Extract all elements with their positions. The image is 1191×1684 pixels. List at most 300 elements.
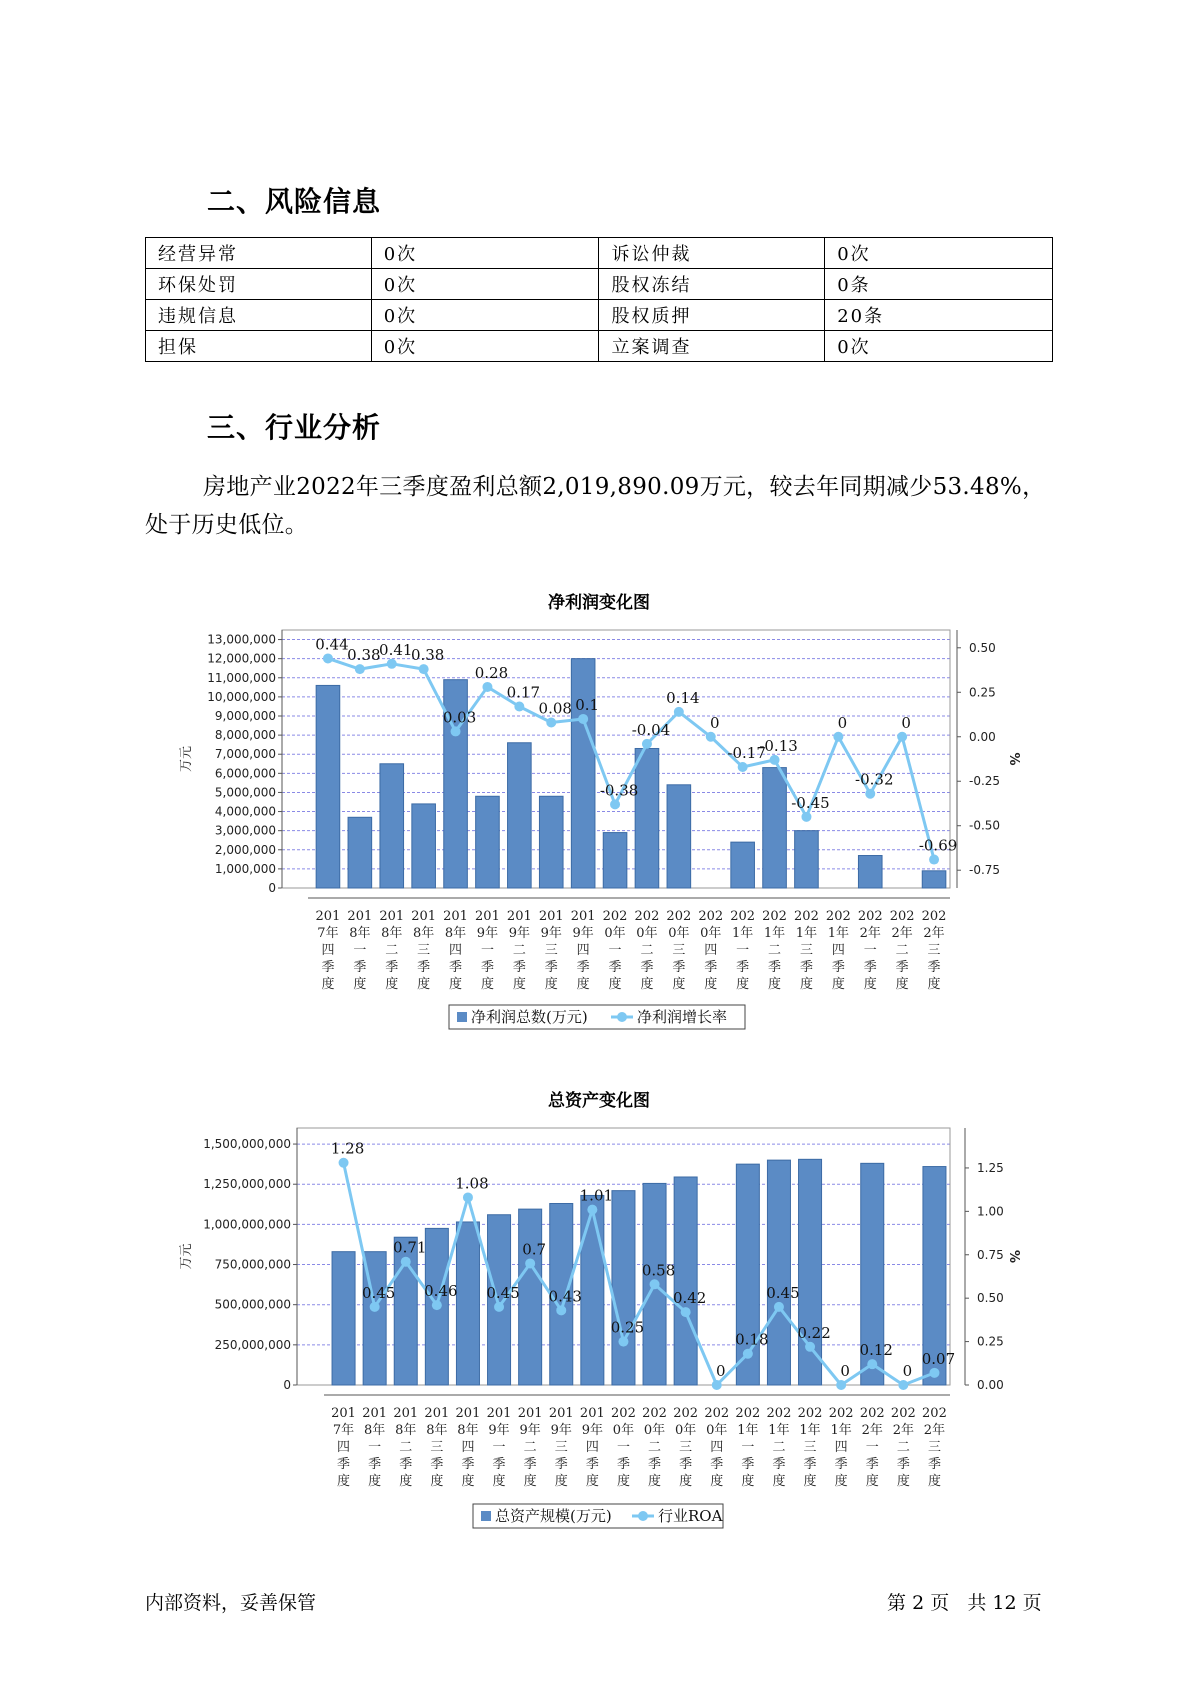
- x-tick-label: 0年: [700, 926, 722, 941]
- risk-value: 0次: [825, 238, 1053, 269]
- x-tick-label: 季: [927, 960, 941, 975]
- bar: [667, 785, 691, 888]
- line-point: [370, 1302, 380, 1312]
- x-tick-label: 1年: [830, 1423, 852, 1438]
- risk-label: 股权质押: [599, 300, 825, 331]
- data-label: -0.69: [918, 836, 958, 855]
- line-point: [546, 718, 556, 728]
- data-label: 0.38: [347, 646, 381, 665]
- bar: [316, 685, 340, 888]
- x-tick-label: 1年: [732, 926, 754, 941]
- line-point: [525, 1258, 535, 1268]
- data-label: 0.58: [641, 1261, 676, 1280]
- y-left-tick-label: 4,000,000: [214, 804, 276, 819]
- x-tick-label: 季: [896, 1457, 910, 1472]
- risk-label: 经营异常: [146, 238, 372, 269]
- line-point: [463, 1192, 473, 1202]
- x-tick-label: 202: [762, 909, 787, 924]
- data-label: -0.38: [599, 781, 639, 800]
- x-tick-label: 季: [616, 1457, 630, 1472]
- risk-value: 20条: [825, 300, 1053, 331]
- x-tick-label: 一: [608, 943, 622, 958]
- data-label: 0.07: [921, 1349, 956, 1368]
- x-tick-label: 季: [736, 960, 750, 975]
- data-label: 0.44: [315, 635, 349, 654]
- x-tick-label: 度: [544, 977, 558, 992]
- footer-page-prefix: 第: [887, 1592, 907, 1614]
- x-tick-label: 201: [570, 909, 596, 924]
- y-left-axis-title: 万元: [179, 745, 194, 773]
- y-right-tick-label: -0.75: [969, 863, 1001, 878]
- y-left-tick-label: 5,000,000: [214, 785, 276, 800]
- line-point: [578, 714, 588, 724]
- x-tick-label: 9年: [476, 926, 499, 941]
- x-tick-label: 8年: [413, 926, 435, 941]
- x-tick-label: 季: [863, 960, 877, 975]
- footer-current-page: 2: [912, 1592, 925, 1614]
- x-tick-label: 季: [321, 960, 335, 975]
- line-point: [556, 1305, 566, 1315]
- bar: [412, 804, 436, 888]
- risk-table-row: [146, 238, 1053, 269]
- x-tick-label: 8年: [444, 926, 467, 941]
- x-tick-label: 二: [523, 1440, 537, 1455]
- data-label: 0.41: [379, 640, 413, 659]
- x-tick-label: 度: [585, 1474, 599, 1489]
- y-left-tick-label: 13,000,000: [207, 632, 276, 647]
- x-tick-label: 202: [922, 1406, 947, 1421]
- x-tick-label: 度: [799, 977, 813, 992]
- x-tick-label: 201: [347, 909, 373, 924]
- y-left-tick-label: 7,000,000: [214, 747, 276, 762]
- x-tick-label: 202: [611, 1406, 636, 1421]
- x-tick-label: 季: [768, 960, 782, 975]
- y-right-tick-label: 0.00: [977, 1378, 1004, 1392]
- legend-line-marker: [617, 1012, 627, 1022]
- x-tick-label: 季: [710, 1457, 724, 1472]
- x-tick-label: 度: [576, 977, 590, 992]
- x-tick-label: 度: [385, 977, 399, 992]
- y-left-tick-label: 1,250,000,000: [203, 1177, 291, 1192]
- x-tick-label: 季: [449, 960, 463, 975]
- x-tick-label: 季: [576, 960, 590, 975]
- x-tick-label: 202: [889, 909, 915, 924]
- x-tick-label: 201: [331, 1406, 356, 1421]
- bar: [476, 796, 500, 888]
- x-tick-label: 三: [927, 1440, 941, 1455]
- x-tick-label: 四: [710, 1440, 724, 1455]
- x-tick-label: 季: [544, 960, 558, 975]
- risk-value: 0条: [825, 269, 1053, 300]
- line-point: [514, 702, 524, 712]
- x-tick-label: 201: [393, 1406, 419, 1421]
- data-label: 0: [901, 713, 911, 732]
- data-label: -0.13: [759, 736, 798, 755]
- y-left-tick-label: 12,000,000: [207, 651, 276, 666]
- data-label: 0.45: [361, 1283, 396, 1302]
- x-tick-label: 度: [368, 1474, 382, 1489]
- line-point: [401, 1257, 411, 1267]
- y-right-tick-label: 0.50: [969, 640, 996, 655]
- y-right-tick-label: 0.25: [969, 685, 996, 700]
- data-label: 0.46: [424, 1282, 458, 1301]
- x-tick-label: 202: [730, 909, 756, 924]
- line-point: [706, 732, 716, 742]
- bar: [348, 817, 372, 888]
- x-tick-label: 季: [368, 1457, 382, 1472]
- x-tick-label: 四: [834, 1440, 848, 1455]
- x-tick-label: 201: [411, 909, 437, 924]
- data-label: 1.08: [455, 1174, 489, 1193]
- x-tick-label: 度: [616, 1474, 630, 1489]
- x-tick-label: 度: [863, 977, 877, 992]
- line-point: [451, 726, 461, 736]
- line-point: [482, 682, 492, 692]
- x-tick-label: 季: [492, 1457, 506, 1472]
- data-label: 0.45: [766, 1283, 800, 1302]
- x-tick-label: 8年: [381, 926, 403, 941]
- total-assets-chart: [0, 1118, 1191, 1578]
- y-left-tick-label: 11,000,000: [207, 670, 276, 685]
- section-title-industry: 三、行业分析: [207, 411, 382, 444]
- bar: [380, 764, 404, 888]
- data-label: 0: [709, 713, 720, 732]
- risk-value: 0次: [371, 269, 599, 300]
- footer-page-mid: 页: [930, 1592, 950, 1614]
- data-label: 0.03: [442, 708, 477, 727]
- bar: [858, 856, 882, 888]
- x-tick-label: 季: [585, 1457, 599, 1472]
- x-tick-label: 度: [803, 1474, 817, 1489]
- x-tick-label: 202: [735, 1406, 761, 1421]
- x-tick-label: 度: [492, 1474, 506, 1489]
- x-tick-label: 季: [865, 1457, 879, 1472]
- bar: [332, 1252, 355, 1385]
- x-tick-label: 度: [768, 977, 782, 992]
- y-right-axis-title: %: [1006, 752, 1021, 766]
- x-tick-label: 9年: [581, 1423, 603, 1438]
- x-tick-label: 8年: [349, 926, 371, 941]
- risk-info-table: [145, 237, 1053, 362]
- x-tick-label: 8年: [395, 1423, 417, 1438]
- x-tick-label: 202: [704, 1406, 730, 1421]
- y-right-tick-label: -0.25: [969, 774, 1001, 789]
- x-tick-label: 一: [741, 1440, 755, 1455]
- bar: [731, 842, 755, 888]
- x-tick-label: 度: [430, 1474, 444, 1489]
- bar: [456, 1222, 479, 1385]
- y-right-tick-label: 0.75: [977, 1247, 1004, 1262]
- x-tick-label: 度: [831, 977, 845, 992]
- x-tick-label: 度: [554, 1474, 568, 1489]
- x-tick-label: 季: [927, 1457, 941, 1472]
- risk-value: 0次: [371, 238, 599, 269]
- x-tick-label: 二: [772, 1440, 786, 1455]
- x-tick-label: 二: [768, 943, 782, 958]
- x-tick-label: 0年: [706, 1423, 728, 1438]
- x-tick-label: 度: [399, 1474, 413, 1489]
- footer-total-prefix: 共: [967, 1592, 987, 1614]
- bar: [603, 833, 627, 888]
- x-tick-label: 201: [506, 909, 532, 924]
- risk-label: 担保: [146, 331, 372, 362]
- footer-total-suffix: 页: [1022, 1592, 1042, 1614]
- line-point: [897, 732, 907, 742]
- bar: [674, 1177, 697, 1385]
- data-label: 0.14: [666, 688, 700, 707]
- line-point: [833, 732, 843, 742]
- y-left-tick-label: 0: [268, 881, 276, 895]
- x-tick-label: 一: [353, 943, 367, 958]
- data-label: 0.08: [538, 699, 572, 718]
- x-tick-label: 四: [576, 943, 590, 958]
- industry-summary-paragraph: 房地产业2022年三季度盈利总额2,019,890.09万元，较去年同期减少53.48%，处于历史低位。: [145, 474, 1046, 538]
- x-tick-label: 1年: [827, 926, 849, 941]
- x-tick-label: 0年: [675, 1423, 697, 1438]
- x-tick-label: 度: [648, 1474, 662, 1489]
- risk-label: 股权冻结: [599, 269, 825, 300]
- x-tick-label: 季: [648, 1457, 662, 1472]
- data-label: 0.17: [506, 683, 541, 702]
- x-tick-label: 201: [455, 1406, 481, 1421]
- x-tick-label: 202: [797, 1406, 823, 1421]
- line-point: [712, 1380, 722, 1390]
- risk-table-row: [146, 269, 1053, 300]
- y-left-tick-label: 6,000,000: [214, 766, 276, 781]
- bar: [635, 748, 659, 888]
- x-tick-label: 2年: [891, 926, 913, 941]
- x-tick-label: 二: [385, 943, 399, 958]
- x-tick-label: 9年: [540, 926, 562, 941]
- x-tick-label: 季: [772, 1457, 786, 1472]
- x-tick-label: 季: [385, 960, 399, 975]
- data-label: 0: [840, 1362, 850, 1380]
- risk-value: 0次: [371, 300, 599, 331]
- x-tick-label: 三: [417, 943, 431, 958]
- x-tick-label: 二: [640, 943, 654, 958]
- x-tick-label: 度: [353, 977, 367, 992]
- data-label: 0: [715, 1362, 726, 1380]
- x-tick-label: 季: [799, 960, 813, 975]
- bar: [571, 659, 595, 888]
- x-tick-label: 季: [831, 960, 845, 975]
- line-point: [929, 855, 939, 865]
- y-left-tick-label: 10,000,000: [207, 689, 276, 704]
- line-point: [618, 1337, 628, 1347]
- line-point: [323, 653, 333, 663]
- data-label: 0.28: [474, 663, 509, 682]
- x-tick-label: 8年: [364, 1423, 386, 1438]
- x-tick-label: 度: [834, 1474, 848, 1489]
- x-tick-label: 季: [803, 1457, 817, 1472]
- line-point: [774, 1302, 784, 1312]
- x-tick-label: 度: [417, 977, 431, 992]
- risk-table-row: [146, 300, 1053, 331]
- x-tick-label: 季: [480, 960, 494, 975]
- data-label: 0.25: [610, 1318, 645, 1337]
- line-point: [681, 1307, 691, 1317]
- x-tick-label: 0年: [643, 1423, 666, 1438]
- x-tick-label: 度: [672, 977, 686, 992]
- legend-bar-swatch: [457, 1012, 467, 1022]
- risk-label: 环保处罚: [146, 269, 372, 300]
- x-tick-label: 1年: [795, 926, 818, 941]
- x-tick-label: 1年: [737, 1423, 759, 1438]
- y-left-tick-label: 0: [283, 1378, 291, 1392]
- line-point: [432, 1300, 442, 1310]
- x-tick-label: 度: [736, 977, 750, 992]
- y-left-tick-label: 1,000,000,000: [203, 1217, 291, 1232]
- x-tick-label: 度: [337, 1474, 351, 1489]
- x-tick-label: 7年: [332, 1423, 355, 1438]
- x-tick-label: 201: [486, 1406, 512, 1421]
- x-tick-label: 202: [825, 909, 851, 924]
- x-tick-label: 二: [896, 1440, 910, 1455]
- y-left-tick-label: 9,000,000: [214, 709, 276, 723]
- x-tick-label: 201: [538, 909, 564, 924]
- y-left-tick-label: 750,000,000: [214, 1257, 291, 1272]
- x-tick-label: 二: [895, 943, 909, 958]
- x-tick-label: 2年: [892, 1423, 914, 1438]
- data-label: -0.32: [855, 770, 894, 789]
- data-label: 0.18: [735, 1330, 769, 1349]
- line-point: [650, 1279, 660, 1289]
- line-point: [867, 1359, 877, 1369]
- data-label: -0.45: [791, 793, 830, 812]
- risk-label: 立案调查: [599, 331, 825, 362]
- x-tick-label: 201: [315, 909, 341, 924]
- x-tick-label: 季: [741, 1457, 755, 1472]
- line-point: [836, 1380, 846, 1390]
- x-tick-label: 度: [710, 1474, 724, 1489]
- x-tick-label: 202: [673, 1406, 699, 1421]
- x-tick-label: 8年: [457, 1423, 479, 1438]
- data-label: 1.01: [579, 1186, 614, 1205]
- x-tick-label: 季: [672, 960, 686, 975]
- x-tick-label: 度: [640, 977, 654, 992]
- risk-label: 诉讼仲裁: [599, 238, 825, 269]
- data-label: -0.17: [727, 744, 766, 763]
- x-tick-label: 0年: [604, 926, 626, 941]
- x-tick-label: 季: [640, 960, 654, 975]
- line-point: [738, 762, 748, 772]
- x-tick-label: 季: [554, 1457, 568, 1472]
- y-left-tick-label: 250,000,000: [214, 1337, 291, 1352]
- data-label: 1.28: [330, 1139, 365, 1158]
- line-point: [642, 739, 652, 749]
- x-tick-label: 201: [443, 909, 468, 924]
- x-tick-label: 度: [449, 977, 463, 992]
- x-tick-label: 度: [461, 1474, 475, 1489]
- x-tick-label: 季: [834, 1457, 848, 1472]
- x-tick-label: 四: [704, 943, 718, 958]
- y-right-tick-label: 0.00: [969, 729, 996, 744]
- x-tick-label: 2年: [859, 926, 881, 941]
- x-tick-label: 201: [475, 909, 500, 924]
- x-tick-label: 201: [548, 1406, 574, 1421]
- x-tick-label: 202: [857, 909, 883, 924]
- x-tick-label: 四: [449, 943, 463, 958]
- x-tick-label: 0年: [636, 926, 658, 941]
- x-tick-label: 季: [417, 960, 431, 975]
- x-tick-label: 一: [480, 943, 494, 958]
- x-tick-label: 三: [554, 1440, 568, 1455]
- data-label: 0.1: [575, 695, 600, 714]
- line-point: [419, 664, 429, 674]
- data-label: 0.7: [522, 1240, 547, 1259]
- x-tick-label: 季: [679, 1457, 693, 1472]
- x-tick-label: 季: [461, 1457, 475, 1472]
- x-tick-label: 一: [492, 1440, 506, 1455]
- line-point: [587, 1205, 597, 1215]
- x-tick-label: 2年: [923, 926, 945, 941]
- x-tick-label: 202: [921, 909, 947, 924]
- data-label: 0.22: [797, 1323, 831, 1342]
- footer-total-pages: 12: [992, 1592, 1017, 1614]
- x-tick-label: 201: [424, 1406, 450, 1421]
- legend-line-label: 净利润增长率: [637, 1008, 728, 1026]
- x-tick-label: 8年: [426, 1423, 448, 1438]
- x-tick-label: 201: [517, 1406, 543, 1421]
- x-tick-label: 9年: [572, 926, 594, 941]
- x-tick-label: 201: [579, 1406, 605, 1421]
- x-tick-label: 度: [523, 1474, 537, 1489]
- x-tick-label: 0年: [612, 1423, 635, 1438]
- x-tick-label: 度: [512, 977, 526, 992]
- x-tick-label: 四: [321, 943, 335, 958]
- line-point: [610, 799, 620, 809]
- line-point: [674, 707, 684, 717]
- x-tick-label: 度: [608, 977, 622, 992]
- bar: [519, 1209, 542, 1385]
- legend-bar-label: 总资产规模(万元): [495, 1507, 612, 1525]
- x-tick-label: 202: [766, 1406, 792, 1421]
- x-tick-label: 四: [337, 1440, 351, 1455]
- data-label: 0: [837, 713, 848, 732]
- x-tick-label: 2年: [861, 1423, 883, 1438]
- x-tick-label: 度: [480, 977, 494, 992]
- y-right-tick-label: 0.50: [977, 1291, 1004, 1306]
- footer-page-number: [887, 1588, 1042, 1615]
- y-right-tick-label: 1.25: [977, 1160, 1004, 1175]
- bar: [795, 831, 819, 888]
- line-point: [743, 1349, 753, 1359]
- x-tick-label: 季: [337, 1457, 351, 1472]
- line-point: [770, 755, 780, 765]
- bar: [763, 768, 787, 888]
- net-profit-chart: [0, 620, 1191, 1080]
- y-right-tick-label: -0.50: [969, 818, 1001, 833]
- legend-bar-label: 净利润总数(万元): [471, 1008, 588, 1026]
- line-point: [805, 1342, 815, 1352]
- x-tick-label: 季: [704, 960, 718, 975]
- data-label: 0.12: [859, 1341, 893, 1360]
- bar: [581, 1195, 604, 1385]
- line-point: [355, 664, 365, 674]
- x-tick-label: 三: [803, 1440, 817, 1455]
- x-tick-label: 202: [698, 909, 724, 924]
- risk-table-row: [146, 331, 1053, 362]
- data-label: 0.71: [393, 1238, 427, 1257]
- legend-line-label: 行业ROA: [658, 1507, 723, 1525]
- x-tick-label: 度: [741, 1474, 755, 1489]
- chart-title-total-assets: 总资产变化图: [548, 1091, 650, 1111]
- line-point: [898, 1380, 908, 1390]
- risk-value: 0次: [825, 331, 1053, 362]
- x-tick-label: 一: [865, 1440, 879, 1455]
- x-tick-label: 度: [321, 977, 335, 992]
- data-label: 0.43: [548, 1287, 582, 1306]
